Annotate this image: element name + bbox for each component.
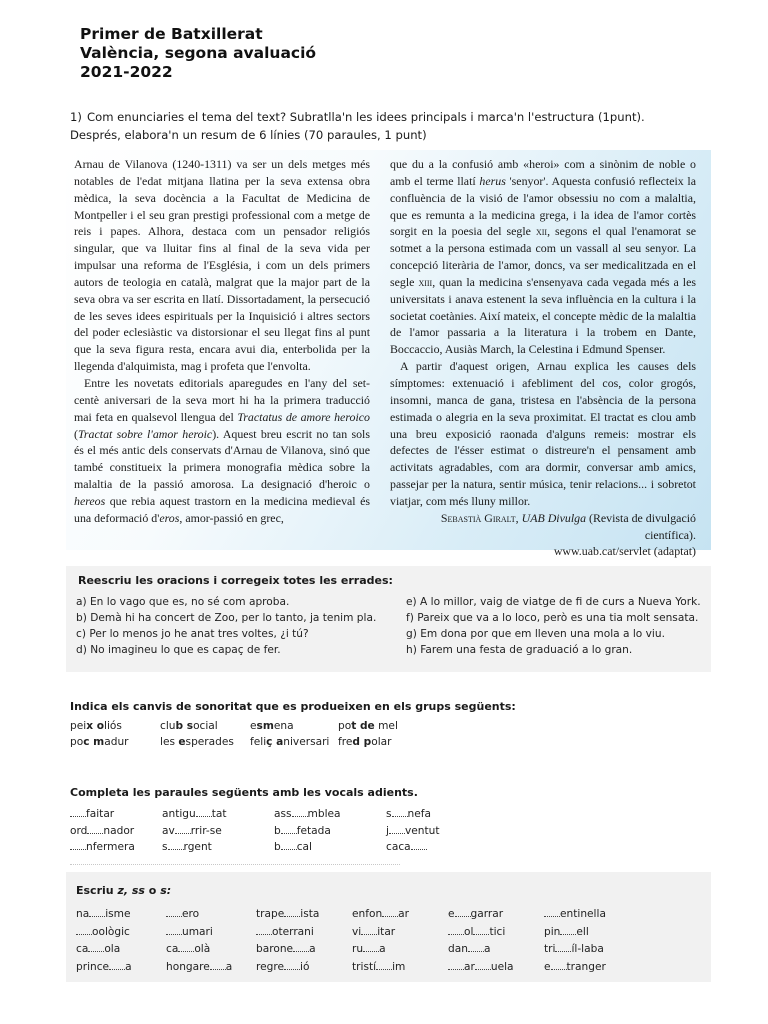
word-fragment: uela	[490, 960, 514, 973]
blank-slot[interactable]	[175, 825, 191, 834]
blank-slot[interactable]	[284, 908, 300, 917]
fill-in-word[interactable]	[544, 908, 606, 920]
fill-in-word[interactable]	[162, 841, 212, 853]
word-fragment: ol	[464, 925, 474, 938]
blank-slot[interactable]	[284, 961, 300, 970]
word-fragment: rrir-se	[190, 824, 222, 837]
word-fragment: ord	[70, 824, 88, 837]
fill-in-word[interactable]	[76, 926, 130, 938]
exercise-z-ss-s	[66, 872, 711, 982]
exercise-vowels	[66, 774, 711, 858]
blank-slot[interactable]	[210, 961, 226, 970]
fill-in-word[interactable]	[256, 943, 316, 955]
blank-slot[interactable]	[281, 825, 297, 834]
word-fragment: ass	[274, 808, 292, 820]
word-fragment: cal	[296, 841, 312, 853]
blank-slot[interactable]	[361, 926, 377, 935]
source-citation: Sebastià Giralt, UAB Divulga (Revista de divulgació científica).	[440, 510, 696, 542]
text-paragraph: que du a la confusió amb «heroi» com a sinònim de noble o amb el terme llatí herus 'senyor'. Aquesta confusió reflecteix la confluència de la visió de l'amor obsessiu no com a malaltia, que es remunta a la medicina grega, i la idea de l'amor cortès sorgit en la poesia del segle xii, segons el qual l'enamorat se sotmet a la persona estimada com un vassall al seu senyor. La concepció literària de l'amor, doncs, va ser medicalitzada en el segle xiii, quan la medicina s'ensenyava cada vegada més a les universitats i anava estenent la seva influència en la cultura i la societat coetànies. Així mateix, el concepte mèdic de la malaltia de l'amor passaria a la literatura i la trobem en Dante, Boccaccio, Ausiàs March, la Celestina i Edmund Spenser.	[390, 157, 697, 357]
word-fragment: garrar	[470, 908, 504, 920]
word-fragment: olà	[194, 943, 211, 955]
word-fragment: tat	[211, 808, 227, 820]
divider	[70, 864, 400, 870]
blank-slot[interactable]	[281, 841, 297, 850]
fill-in-word[interactable]	[352, 961, 405, 973]
word-fragment: íl-laba	[571, 943, 604, 955]
blank-slot[interactable]	[411, 841, 427, 850]
blank-slot[interactable]	[544, 908, 560, 917]
word-fragment: a	[483, 943, 491, 955]
word-fragment: trape	[256, 908, 285, 920]
word-fragment: antigu	[162, 808, 196, 820]
word-fragment: nador	[103, 824, 135, 837]
header-year: 2021-2022	[80, 63, 173, 81]
fill-in-word[interactable]	[76, 961, 132, 973]
blank-slot[interactable]	[293, 943, 309, 952]
blank-slot[interactable]	[382, 908, 398, 917]
text-paragraph: Arnau de Vilanova (1240-1311) va ser un dels metges més notables de l'edat mitjana llatina per la seva extensa obra mèdica, la seva docència a la Facultat de Medicina de Montpeller i el seu gran prestigi professional com a metge de reis i papes. Alhora, destaca com un pensador religiós singular, que va lluitar fins al final de la seva vida per impulsar una reforma de l'Església, i com un dels primers autors de teologia en català, malgrat que la major part de la seva obra va ser escrita en llatí. Dissortadament, la persecució de les seves idees espirituals per la Inquisició i altres sectors del poder eclesiàstic va distorsionar el seu llegat fins al punt que la seva figura resta, encara avui dia, enterbolida per la llegenda d'alquimista, mag i profeta que l'envolta.	[74, 157, 370, 374]
exercise-title: Reescriu les oracions i corregeix totes les errades:	[78, 574, 393, 587]
blank-slot[interactable]	[168, 841, 184, 850]
word-fragment: vi	[352, 925, 362, 938]
question-number: 1)	[70, 110, 82, 124]
word-fragment: a	[225, 960, 233, 973]
blank-slot[interactable]	[166, 926, 182, 935]
sentence-item: g) Em dona por que em lleven una mola a lo viu.	[406, 628, 665, 640]
word-group: feliç aniversari	[250, 736, 330, 748]
source-url: www.uab.cat/servlet (adaptat)	[553, 544, 696, 559]
word-group: poc madur	[70, 736, 129, 748]
header-course: Primer de Batxillerat	[80, 25, 263, 43]
word-fragment: faitar	[86, 808, 115, 820]
word-fragment: enfon	[352, 908, 383, 920]
blank-slot[interactable]	[448, 926, 464, 935]
exercise-rewrite	[66, 566, 711, 672]
word-fragment: tristí	[352, 960, 377, 973]
sentence-item: e) A lo millor, vaig de viatge de fi de curs a Nueva York.	[406, 596, 701, 608]
word-fragment: av	[162, 824, 175, 837]
blank-slot[interactable]	[555, 943, 571, 952]
fill-in-word[interactable]	[352, 943, 386, 955]
sentence-item: c) Per lo menos jo he anat tres voltes, ¿i tú?	[76, 628, 309, 640]
sentence-item: f) Pareix que va a lo loco, però es una tia molt sensata.	[406, 612, 699, 624]
word-fragment: a	[309, 943, 316, 955]
word-fragment: entinella	[560, 908, 606, 920]
word-group: les esperades	[160, 736, 234, 748]
word-fragment: a	[379, 943, 386, 955]
exercise-title: Escriu z, ss o s:	[76, 884, 172, 897]
fill-in-word[interactable]	[386, 841, 427, 853]
exercise-title: Indica els canvis de sonoritat que es produeixen en els grups següents:	[70, 700, 516, 713]
word-fragment: ca	[166, 943, 179, 955]
blank-slot[interactable]	[363, 943, 379, 952]
word-fragment: ell	[576, 925, 589, 938]
fill-in-word[interactable]	[386, 825, 439, 837]
blank-slot[interactable]	[560, 926, 576, 935]
fill-in-word[interactable]	[166, 908, 199, 920]
word-fragment: ar	[464, 960, 475, 973]
fill-in-word[interactable]	[166, 926, 213, 938]
blank-slot[interactable]	[292, 808, 308, 817]
blank-slot[interactable]	[70, 841, 86, 850]
fill-in-word[interactable]	[352, 908, 409, 920]
fill-in-word[interactable]	[162, 825, 222, 837]
word-fragment: e	[448, 908, 455, 920]
exercise-sonority	[66, 688, 711, 758]
blank-slot[interactable]	[468, 943, 484, 952]
fill-in-word[interactable]	[256, 961, 309, 973]
fill-in-word[interactable]	[166, 961, 232, 973]
exercise-title: Completa les paraules següents amb les vocals adients.	[70, 786, 418, 799]
word-fragment: oterrani	[272, 925, 314, 938]
fill-in-word[interactable]	[448, 926, 505, 938]
fill-in-word[interactable]	[448, 961, 514, 973]
word-fragment: b	[274, 841, 281, 853]
word-fragment: itar	[377, 925, 396, 938]
blank-slot[interactable]	[551, 961, 567, 970]
word-fragment: ventut	[404, 824, 440, 837]
text-paragraph: A partir d'aquest origen, Arnau explica les causes dels símptomes: extenuació i afebliment del cos, color grogós, insomni, manca de gana, tristesa en l'absència de la persona estimada o alegria en la seva proximitat. El tractat es clou amb una breu exposició raonada d'alguns remeis: mostrar els defectes de l'ésser estimat o distreure'n el pensament amb activitats agradables, com ara dormir, conversar amb amics, passejar per la natura, sentir música, tenir relacions... i sobretot viatjar, com més lluny millor.	[390, 359, 696, 508]
fill-in-word[interactable]	[448, 908, 503, 920]
word-fragment: barone	[256, 943, 294, 955]
fill-in-word[interactable]	[274, 841, 312, 853]
word-fragment: s	[162, 841, 168, 853]
blank-slot[interactable]	[166, 908, 182, 917]
word-fragment: rgent	[183, 841, 212, 853]
word-group: fred polar	[338, 736, 392, 748]
word-fragment: mblea	[307, 808, 341, 820]
header-evaluation: València, segona avaluació	[80, 44, 317, 62]
fill-in-word[interactable]	[274, 825, 331, 837]
word-fragment: ar	[398, 908, 410, 920]
word-grid	[66, 872, 711, 982]
fill-in-word[interactable]	[544, 926, 589, 938]
word-fragment: a	[125, 960, 132, 973]
word-fragment: hongare	[166, 960, 210, 973]
word-fragment: oològic	[92, 925, 130, 938]
word-fragment: prince	[76, 960, 110, 973]
blank-slot[interactable]	[88, 943, 104, 952]
reading-text-right-column	[390, 156, 696, 560]
word-fragment: ero	[182, 908, 200, 920]
word-fragment: dan	[448, 943, 468, 955]
word-fragment: s	[386, 808, 392, 820]
word-fragment: b	[274, 824, 281, 837]
blank-slot[interactable]	[376, 961, 392, 970]
blank-slot[interactable]	[256, 926, 272, 935]
fill-in-word[interactable]	[386, 808, 431, 820]
word-fragment: nefa	[407, 808, 431, 820]
fill-in-word[interactable]	[448, 943, 490, 955]
word-group: peix oliós	[70, 720, 122, 732]
word-fragment: ca	[76, 943, 89, 955]
blank-slot[interactable]	[87, 825, 103, 834]
question-line-1: Com enunciaries el tema del text? Subratlla'n les idees principals i marca'n l'estructura (1punt).	[87, 110, 645, 124]
fill-in-word[interactable]	[76, 943, 120, 955]
word-fragment: tici	[489, 925, 506, 938]
word-grid	[66, 774, 711, 858]
blank-slot[interactable]	[473, 926, 489, 935]
word-fragment: j	[386, 824, 389, 837]
word-fragment: caca	[386, 841, 411, 853]
blank-slot[interactable]	[178, 943, 194, 952]
fill-in-word[interactable]	[70, 841, 135, 853]
word-group: club social	[160, 720, 218, 732]
fill-in-word[interactable]	[544, 943, 604, 955]
blank-slot[interactable]	[392, 808, 408, 817]
sentence-item: b) Demà hi ha concert de Zoo, per lo tanto, ja tenim pla.	[76, 612, 377, 624]
fill-in-word[interactable]	[352, 926, 395, 938]
word-fragment: ista	[300, 908, 320, 920]
blank-slot[interactable]	[70, 808, 86, 817]
fill-in-word[interactable]	[166, 943, 210, 955]
word-fragment: tri	[544, 943, 556, 955]
fill-in-word[interactable]	[256, 908, 319, 920]
word-fragment: ió	[300, 960, 310, 973]
fill-in-word[interactable]	[274, 808, 341, 820]
question-1	[70, 108, 710, 144]
sentence-item: h) Farem una festa de graduació a lo gran.	[406, 644, 633, 656]
blank-slot[interactable]	[389, 825, 405, 834]
blank-slot[interactable]	[196, 808, 212, 817]
word-fragment: nfermera	[86, 841, 135, 853]
sentence-item: d) No imagineu lo que es capaç de fer.	[76, 644, 281, 656]
word-fragment: na	[76, 908, 90, 920]
word-group: pot de mel	[338, 720, 398, 732]
fill-in-word[interactable]	[544, 961, 606, 973]
blank-slot[interactable]	[475, 961, 491, 970]
word-fragment: ru	[352, 943, 364, 955]
text-paragraph: Entre les novetats editorials aparegudes en l'any del set-centè aniversari de la seva mort hi ha la primera traducció mai feta en qualsevol llengua del Tractatus de amore heroico (Tractat sobre l'amor heroic). Aquest breu escrit no tan sols és el més antic dels conservats d'Arnau de Vilanova, sinó que també constitueix la primera monografia mèdica sobre la malaltia de la passió amorosa. La designació d'heroic o hereos que rebia aquest trastorn en la medicina medieval és una deformació d'eros, amor-passió en grec,	[74, 375, 370, 525]
word-fragment: pin	[544, 925, 561, 938]
blank-slot[interactable]	[76, 926, 92, 935]
fill-in-word[interactable]	[162, 808, 227, 820]
word-fragment: e	[544, 960, 551, 973]
word-group: esmena	[250, 720, 294, 732]
word-fragment: tranger	[566, 960, 606, 973]
document-header	[80, 25, 680, 82]
word-fragment: umari	[182, 925, 213, 938]
question-line-2: Després, elabora'n un resum de 6 línies (70 paraules, 1 punt)	[70, 128, 427, 142]
word-fragment: isme	[105, 908, 131, 920]
sentence-item: a) En lo vago que es, no sé com aproba.	[76, 596, 290, 608]
blank-slot[interactable]	[109, 961, 125, 970]
blank-slot[interactable]	[89, 908, 105, 917]
fill-in-word[interactable]	[70, 808, 114, 820]
blank-slot[interactable]	[455, 908, 471, 917]
word-fragment: regre	[256, 960, 285, 973]
word-fragment: ola	[104, 943, 121, 955]
fill-in-word[interactable]	[256, 926, 314, 938]
word-fragment: im	[392, 960, 406, 973]
fill-in-word[interactable]	[70, 825, 134, 837]
fill-in-word[interactable]	[76, 908, 131, 920]
reading-text-left-column	[74, 156, 370, 527]
word-fragment: fetada	[296, 824, 331, 837]
blank-slot[interactable]	[448, 961, 464, 970]
